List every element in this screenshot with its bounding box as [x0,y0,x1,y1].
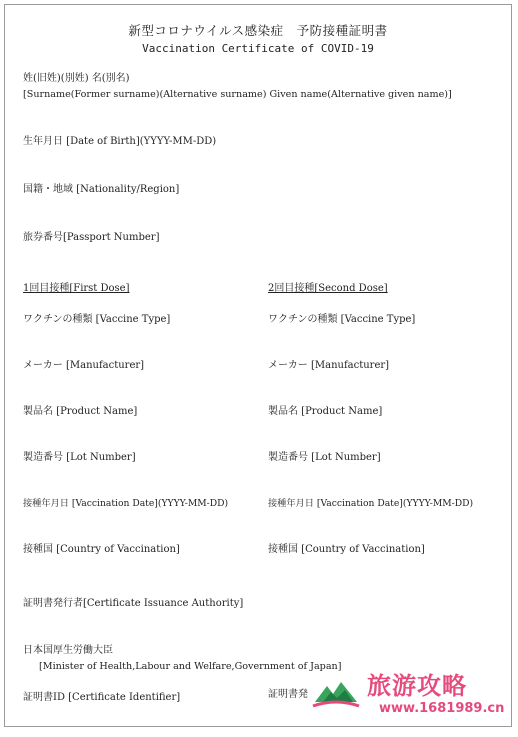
watermark [307,666,507,722]
certificate-issue-date-label-partial: 証明書発 [268,689,308,700]
title-english: Vaccination Certificate of COVID-19 [142,42,374,55]
second-dose-vaccination-date: 接種年月日 [Vaccination Date](YYYY-MM-DD) [268,498,474,509]
ministry-jp: 日本国厚生労働大臣 [23,645,113,656]
second-dose-vaccine-type: ワクチンの種類 [Vaccine Type] [268,314,416,325]
first-dose-manufacturer: メーカー [Manufacturer] [23,360,145,371]
watermark-text: 旅游攻略 [367,672,467,700]
second-dose-lot-number: 製造番号 [Lot Number] [268,452,381,463]
title-japanese: 新型コロナウイルス感染症 予防接種証明書 [128,23,388,38]
watermark-url: www.1681989.cn [379,701,505,716]
date-of-birth-label: 生年月日 [Date of Birth](YYYY-MM-DD) [23,136,217,147]
ministry-en: [Minister of Health,Labour and Welfare,Government of Japan] [39,661,342,672]
first-dose-vaccine-type: ワクチンの種類 [Vaccine Type] [23,314,171,325]
first-dose-heading: 1回目接種[First Dose] [23,283,130,294]
second-dose-product-name: 製品名 [Product Name] [268,406,383,417]
name-label-jp: 姓(旧姓)(別姓) 名(別名) [23,73,130,84]
issuer-label: 証明書発行者[Certificate Issuance Authority] [23,598,244,609]
passport-number-label: 旅券番号[Passport Number] [23,232,160,243]
certificate-page [4,4,512,727]
name-label-en: [Surname(Former surname)(Alternative surname) Given name(Alternative given name)] [23,89,452,100]
first-dose-vaccination-date: 接種年月日 [Vaccination Date](YYYY-MM-DD) [23,498,229,509]
watermark-logo-icon [309,668,363,718]
second-dose-heading: 2回目接種[Second Dose] [268,283,388,294]
first-dose-lot-number: 製造番号 [Lot Number] [23,452,136,463]
second-dose-manufacturer: メーカー [Manufacturer] [268,360,390,371]
second-dose-country: 接種国 [Country of Vaccination] [268,544,425,555]
nationality-label: 国籍・地域 [Nationality/Region] [23,184,180,195]
first-dose-product-name: 製品名 [Product Name] [23,406,138,417]
certificate-id-label: 証明書ID [Certificate Identifier] [23,692,181,703]
first-dose-country: 接種国 [Country of Vaccination] [23,544,180,555]
